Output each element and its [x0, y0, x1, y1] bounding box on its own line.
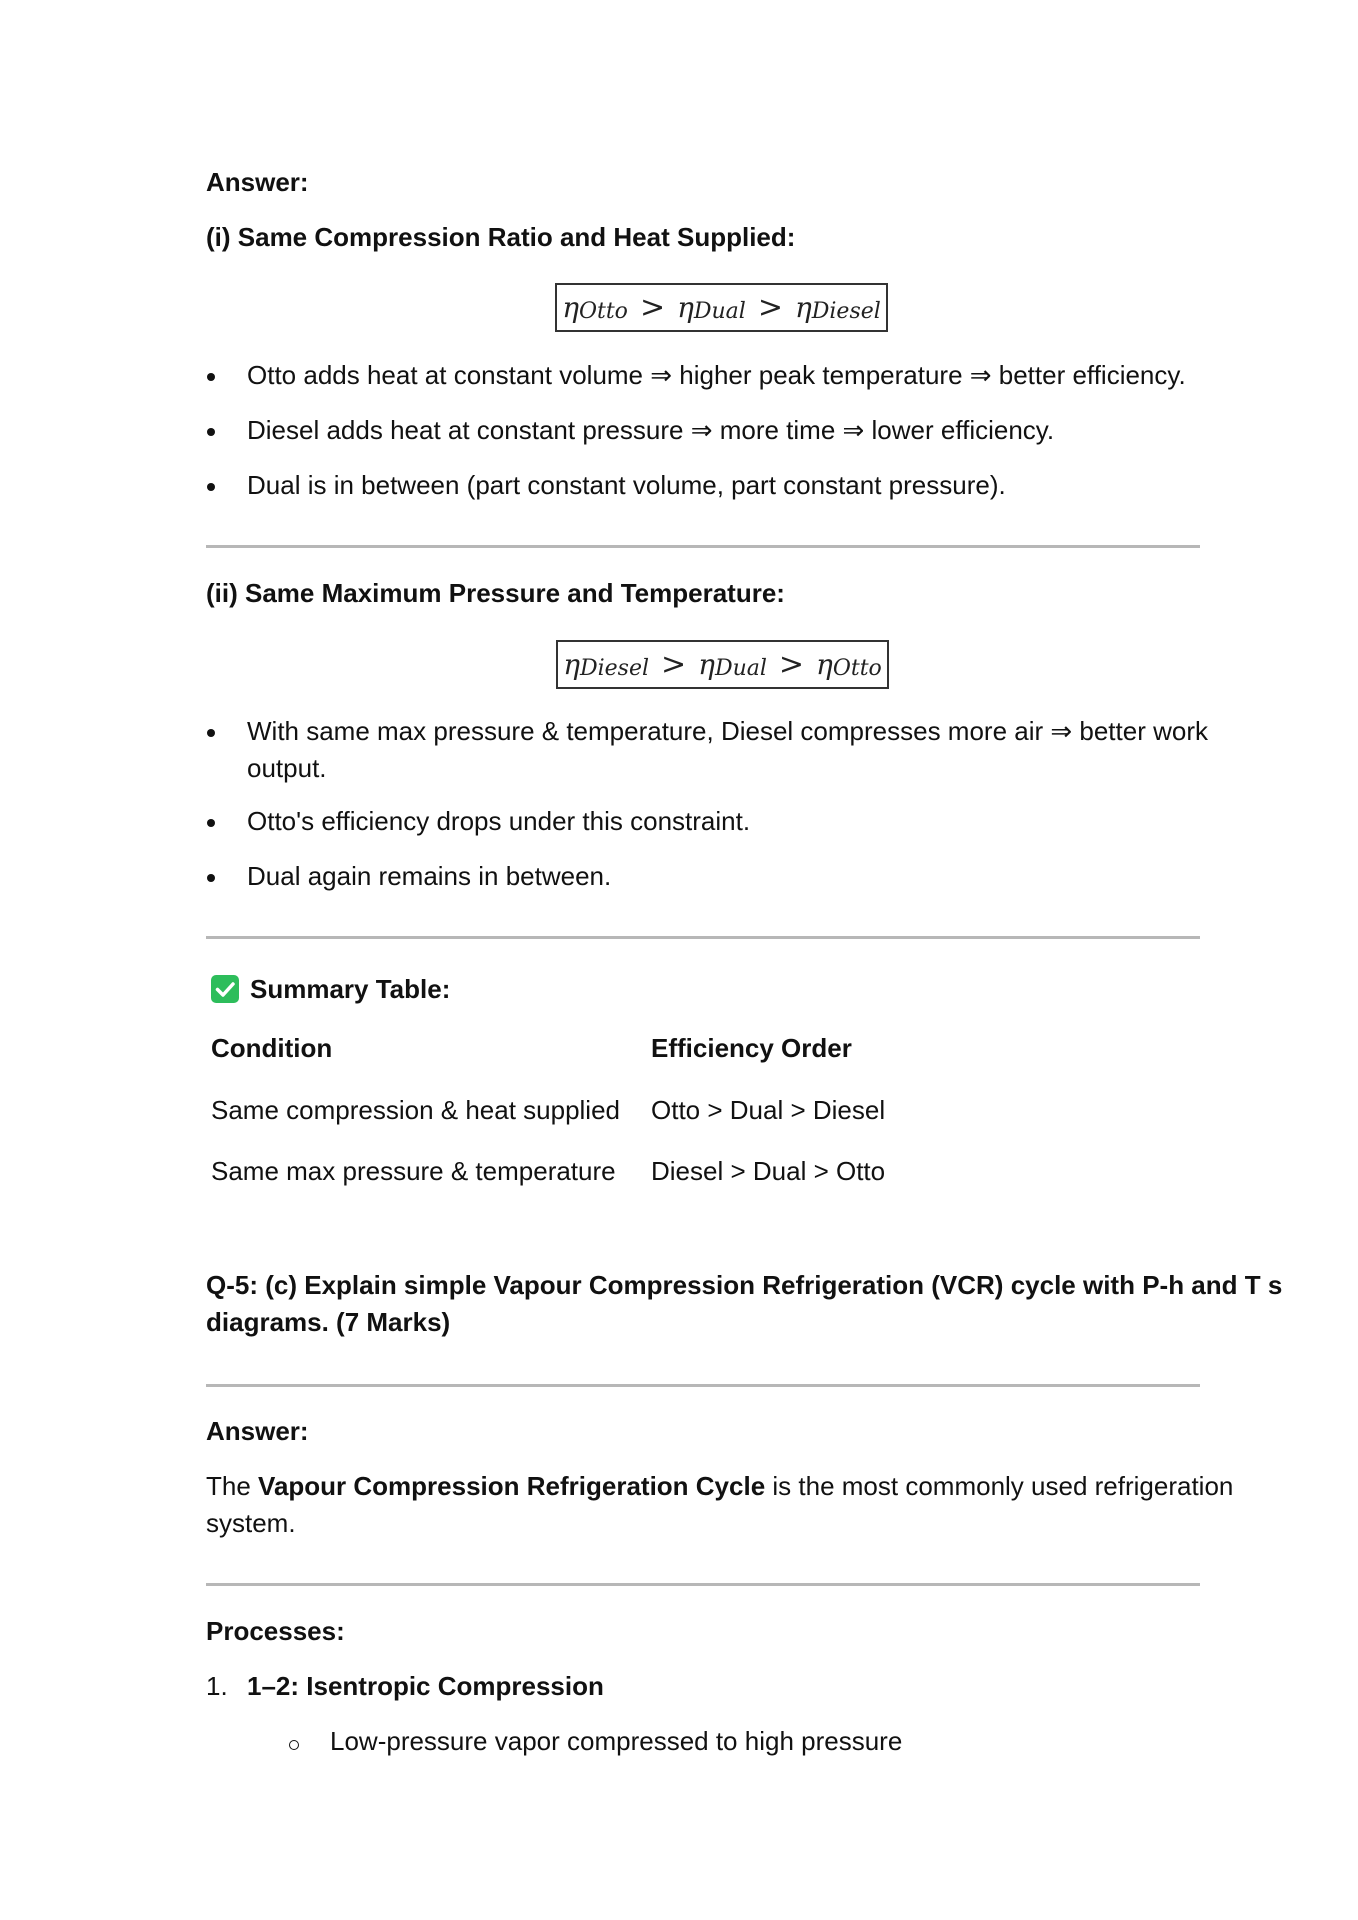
table-header-efficiency: Efficiency Order: [651, 1033, 852, 1063]
bullet-icon: [207, 729, 215, 737]
eta-symbol: η: [563, 648, 580, 681]
process-sub-item: Low-pressure vapor compressed to high pressure: [330, 1726, 903, 1756]
greater-than-sign: >: [778, 647, 805, 682]
table-cell: Diesel > Dual > Otto: [651, 1156, 886, 1186]
greater-than-sign: >: [661, 647, 687, 682]
bullet-icon: [207, 373, 215, 381]
bullet-icon: [207, 483, 215, 491]
formula-term: Diesel: [579, 656, 650, 681]
list-item-continuation: output.: [247, 753, 327, 783]
intro-prefix: The: [206, 1471, 259, 1501]
eta-symbol: η: [698, 648, 715, 681]
process-number: 1.: [206, 1671, 228, 1701]
circle-bullet-icon: [289, 1740, 299, 1750]
eta-symbol: η: [562, 291, 579, 324]
question-text: Q-5: (c) Explain simple Vapour Compression Refrigeration (VCR) cycle with P-h and T s: [206, 1270, 1283, 1300]
check-box-icon: [211, 975, 239, 1003]
table-cell: Same compression & heat supplied: [211, 1095, 621, 1125]
intro-paragraph: [206, 1468, 1233, 1505]
table-cell: Same max pressure & temperature: [211, 1156, 616, 1186]
intro-bold: Vapour Compression Refrigeration Cycle: [258, 1471, 766, 1501]
intro-suffix: is the most commonly used refrigeration: [765, 1471, 1234, 1501]
horizontal-divider: [206, 545, 1200, 548]
greater-than-sign: >: [757, 290, 783, 325]
summary-title: Summary Table:: [250, 974, 451, 1004]
formula-term: Dual: [693, 299, 746, 324]
process-title: 1–2: Isentropic Compression: [247, 1671, 604, 1701]
bullet-icon: [207, 428, 215, 436]
formula-box-i: [555, 283, 888, 332]
question-text-continuation: diagrams. (7 Marks): [206, 1307, 451, 1337]
eta-symbol: η: [794, 291, 812, 324]
section-heading-ii: (ii) Same Maximum Pressure and Temperature:: [206, 578, 785, 608]
horizontal-divider: [206, 1583, 1200, 1586]
list-item: Dual is in between (part constant volume, part constant pressure).: [247, 470, 1006, 500]
intro-paragraph-continuation: system.: [206, 1508, 296, 1538]
horizontal-divider: [206, 936, 1200, 939]
processes-heading: Processes:: [206, 1616, 345, 1646]
bullet-icon: [207, 874, 215, 882]
table-cell: Otto > Dual > Diesel: [651, 1095, 886, 1125]
eta-symbol: η: [677, 291, 694, 324]
answer-label: Answer:: [206, 1416, 309, 1446]
formula-box-ii: [556, 640, 889, 689]
list-item: Diesel adds heat at constant pressure ⇒ more time ⇒ lower efficiency.: [247, 415, 1055, 445]
answer-label: Answer:: [206, 167, 309, 197]
list-item: Otto's efficiency drops under this constraint.: [247, 806, 751, 836]
table-header-condition: Condition: [211, 1033, 333, 1063]
list-item: With same max pressure & temperature, Diesel compresses more air ⇒ better work: [247, 716, 1208, 746]
horizontal-divider: [206, 1384, 1200, 1387]
greater-than-sign: >: [639, 290, 666, 325]
bullet-icon: [207, 819, 215, 827]
list-item: Dual again remains in between.: [247, 861, 612, 891]
formula-term: Diesel: [811, 299, 881, 324]
formula-term: Otto: [578, 299, 628, 324]
formula-term: Otto: [832, 656, 882, 681]
list-item: Otto adds heat at constant volume ⇒ higher peak temperature ⇒ better efficiency.: [247, 360, 1186, 390]
eta-symbol: η: [816, 648, 833, 681]
formula-term: Dual: [714, 656, 767, 681]
section-heading-i: (i) Same Compression Ratio and Heat Supplied:: [206, 222, 796, 252]
